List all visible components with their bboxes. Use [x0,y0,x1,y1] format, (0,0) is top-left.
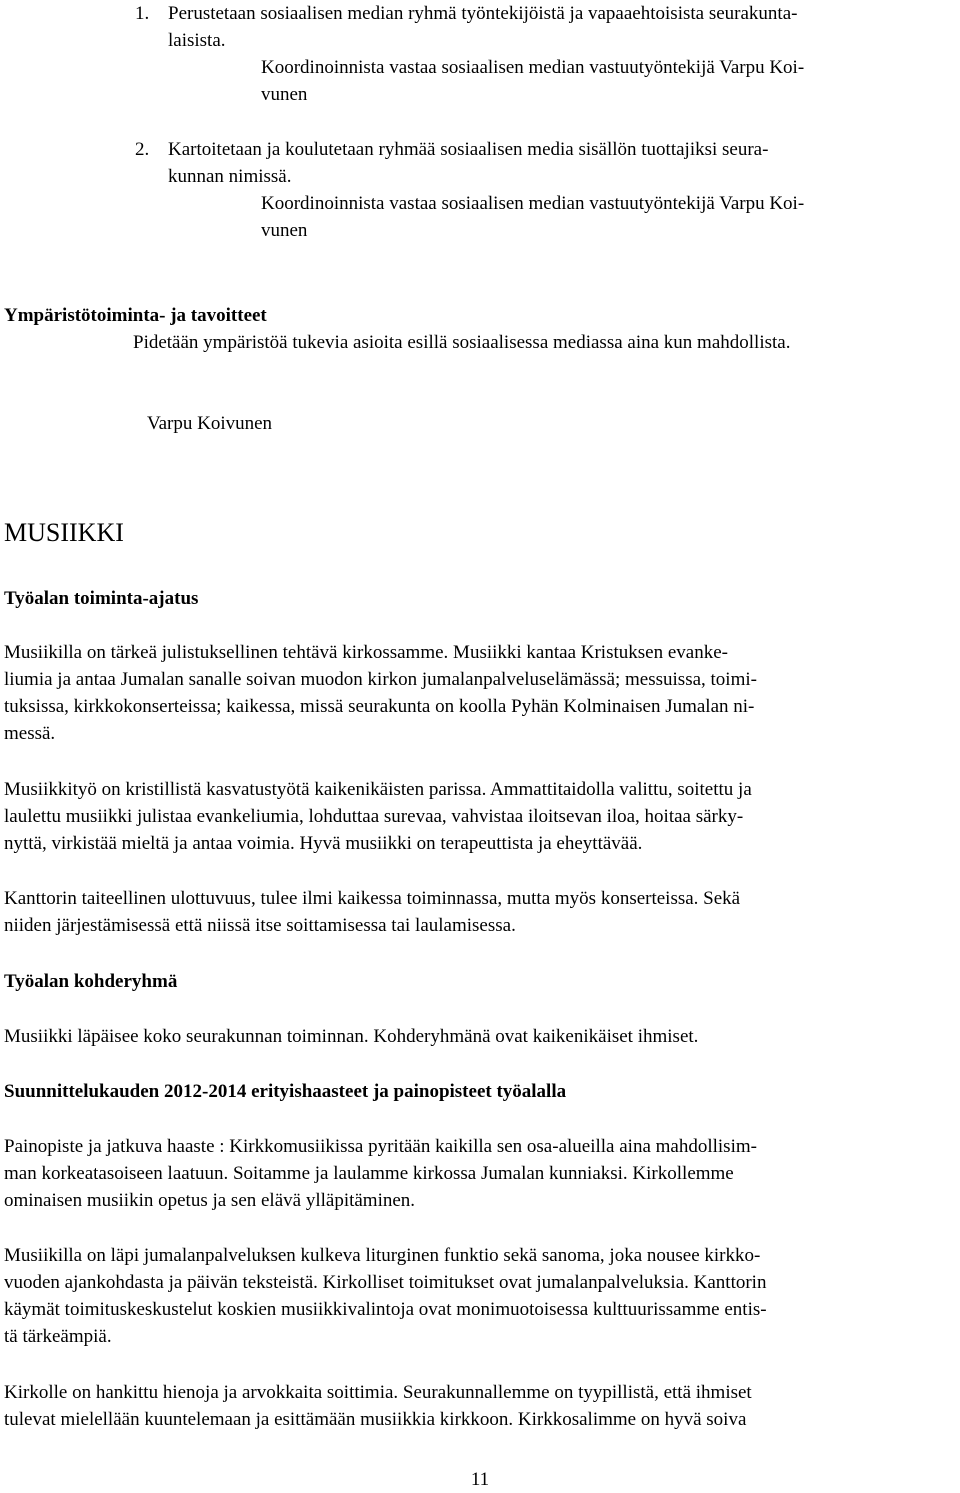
paragraph: Kirkolle on hankittu hienoja ja arvokkaita soittimia. Seurakunnallemme on tyypillistä, että ihmiset tulevat mielellään kuuntelemaan ja esittämään musiikkia kirkkoon. Kirkkosalimme on hyvä soiva [4,1382,752,1430]
paragraph: Painopiste ja jatkuva haaste : Kirkkomusiikissa pyritään kaikilla sen osa-alueilla aina mahdollisim- man korkeatasoiseen laatuun. Soitamme ja laulamme kirkossa Jumalan kunniaksi. Kirkollemme ominaisen musiikin opetus ja sen elävä ylläpitäminen. [4,1136,757,1211]
list-number: 2. [135,139,150,160]
signature: Varpu Koivunen [147,413,273,434]
environment-text: Pidetään ympäristöä tukevia asioita esillä sosiaalisessa mediassa aina kun mahdollista. [133,332,791,353]
planning-heading: Suunnittelukauden 2012-2014 erityishaasteet ja painopisteet työalalla [4,1081,567,1102]
list-text: Kartoitetaan ja koulutetaan ryhmää sosiaalisen media sisällön tuottajiksi seura- kunnan nimissä. [168,139,769,187]
paragraph: Kanttorin taiteellinen ulottuvuus, tulee ilmi kaikessa toiminnassa, mutta myös konserteissa. Sekä niiden järjestämisessä että niissä itse soittamisessa tai laulamisessa. [4,888,741,936]
idea-heading: Työalan toiminta-ajatus [4,588,199,609]
target-text: Musiikki läpäisee koko seurakunnan toiminnan. Kohderyhmänä ovat kaikenikäiset ihmiset. [4,1026,699,1047]
paragraph: Musiikkityö on kristillistä kasvatustyötä kaikenikäisten parissa. Ammattitaidolla valittu, soitettu ja laulettu musiikki julistaa evankeliumia, lohduttaa surevaa, vahvistaa iloitsevan iloa, hoitaa särky- nyttä, virkistää mieltä ja antaa voimia. Hyvä musiikki on terapeuttista ja eheyttävää. [4,779,752,854]
paragraph: Musiikilla on tärkeä julistuksellinen tehtävä kirkossamme. Musiikki kantaa Kristuksen evanke- liumia ja antaa Jumalan sanalle soivan muodon kirkon jumalanpalveluselämässä; messuissa, toimi- tuksissa, kirkkokonserteissa; kaikessa, missä seurakunta on koolla Pyhän Kolminaisen Jumalan ni- messä. [4,642,757,744]
target-heading: Työalan kohderyhmä [4,971,178,992]
list-text: Perustetaan sosiaalisen median ryhmä työntekijöistä ja vapaaehtoisista seurakunta- laisista. [168,3,798,51]
section-title: MUSIIKKI [4,518,124,547]
responsible-note: Koordinoinnista vastaa sosiaalisen median vastuutyöntekijä Varpu Koi- vunen [261,57,805,105]
list-number: 1. [135,3,150,24]
responsible-note: Koordinoinnista vastaa sosiaalisen median vastuutyöntekijä Varpu Koi- vunen [261,193,805,241]
page-number: 11 [470,1469,490,1490]
environment-heading: Ympäristötoiminta- ja tavoitteet [4,305,267,326]
paragraph: Musiikilla on läpi jumalanpalveluksen kulkeva liturginen funktio sekä sanoma, joka nousee kirkko- vuoden ajankohdasta ja päivän teksteistä. Kirkolliset toimitukset ovat jumalanpalveluksia. Kanttorin käymät toimituskeskustelut koskien musiikkivalintoja ovat monimuotoisessa kulttuurissamme entis- tä tärkeämpiä. [4,1245,767,1347]
